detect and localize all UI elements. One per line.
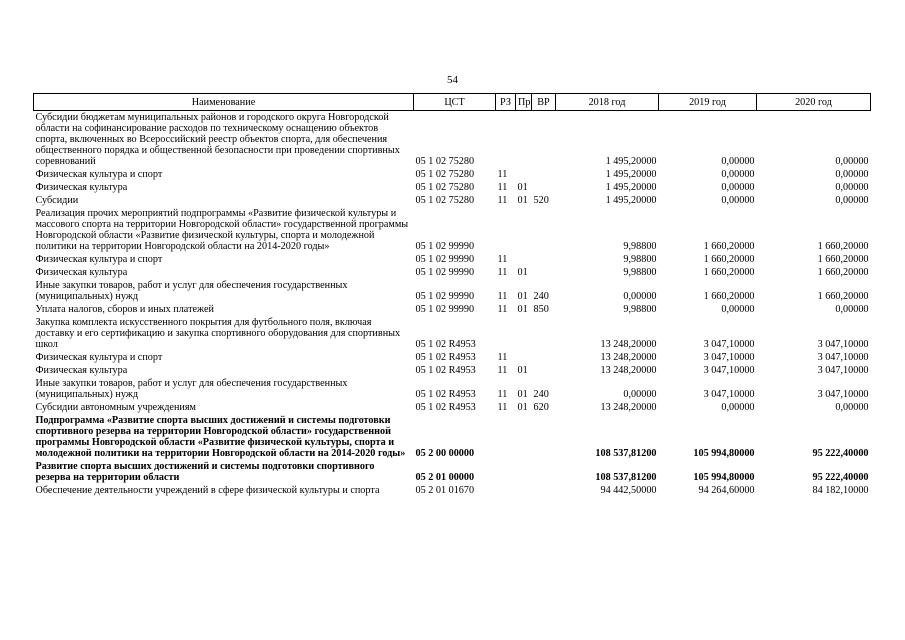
row-rz	[496, 207, 516, 253]
row-2020: 95 222,40000	[812, 448, 869, 459]
row-cst: 05 1 02 R4953	[415, 402, 476, 413]
row-pr: 01	[517, 291, 528, 302]
table-row	[34, 377, 871, 401]
row-2018: 13 248,20000	[600, 339, 657, 350]
header-vr: ВР	[532, 94, 556, 111]
row-rz	[496, 316, 516, 351]
row-2020: 0,00000	[835, 156, 869, 167]
row-name: Физическая культура	[35, 365, 128, 376]
row-2020: 0,00000	[835, 402, 869, 413]
table-row	[34, 460, 871, 484]
row-pr: 01	[517, 365, 528, 376]
row-cst: 05 1 02 99990	[415, 267, 475, 278]
row-vr: 620	[533, 402, 549, 413]
row-vr	[532, 316, 556, 351]
row-pr: 01	[517, 267, 528, 278]
row-2019: 1 660,20000	[703, 254, 755, 265]
table-header-row	[34, 94, 871, 111]
row-2020: 3 047,10000	[817, 339, 869, 350]
table-row	[34, 351, 871, 364]
row-2020: 3 047,10000	[817, 389, 869, 400]
row-pr	[516, 253, 532, 266]
row-cst: 05 1 02 75280	[415, 195, 475, 206]
row-pr	[516, 168, 532, 181]
table-row	[34, 364, 871, 377]
row-2020: 3 047,10000	[817, 365, 869, 376]
row-name: Иные закупки товаров, работ и услуг для обеспечения государственных (муниципальных) нужд	[35, 280, 348, 302]
row-2019: 3 047,10000	[703, 339, 755, 350]
row-cst: 05 1 02 R4953	[415, 352, 476, 363]
row-vr	[532, 181, 556, 194]
row-2020: 0,00000	[835, 169, 869, 180]
row-cst: 05 1 02 99990	[415, 241, 475, 252]
row-pr	[516, 316, 532, 351]
table-row	[34, 414, 871, 460]
header-2018: 2018 год	[556, 94, 659, 111]
row-2019: 105 994,80000	[693, 448, 755, 459]
row-name: Обеспечение деятельности учреждений в сфере физической культуры и спорта	[35, 485, 380, 496]
row-cst: 05 1 02 75280	[415, 156, 475, 167]
row-2018: 1 495,20000	[605, 156, 657, 167]
row-rz: 11	[497, 352, 508, 363]
row-vr: 240	[533, 389, 549, 400]
header-2020: 2020 год	[757, 94, 871, 111]
row-2019: 94 264,60000	[698, 485, 755, 496]
row-name: Физическая культура и спорт	[35, 352, 163, 363]
table-row	[34, 484, 871, 497]
header-2019: 2019 год	[659, 94, 757, 111]
row-cst: 05 1 02 R4953	[415, 339, 476, 350]
header-pr: Пр	[516, 94, 532, 111]
row-rz: 11	[497, 291, 508, 302]
row-cst: 05 2 01 00000	[415, 472, 475, 483]
table-body	[34, 111, 871, 498]
row-2019: 0,00000	[721, 195, 755, 206]
row-rz: 11	[497, 182, 508, 193]
row-vr	[532, 207, 556, 253]
row-2020: 1 660,20000	[817, 291, 869, 302]
row-name: Субсидии	[35, 195, 79, 206]
row-cst: 05 1 02 99990	[415, 291, 475, 302]
row-name: Реализация прочих мероприятий подпрограммы «Развитие физической культуры и массового спорта на территории Новгородской области» государственной программы Новгородской области «Развитие физической культуры, спорта и молодежной политики на территории Новгородской области на 2014-2020 годы»	[35, 208, 409, 252]
table-row	[34, 207, 871, 253]
row-2019: 0,00000	[721, 304, 755, 315]
table-row	[34, 181, 871, 194]
row-2018: 13 248,20000	[600, 402, 657, 413]
row-pr	[516, 460, 532, 484]
row-2020: 0,00000	[835, 304, 869, 315]
row-name: Подпрограмма «Развитие спорта высших достижений и системы подготовки спортивного резерва на территории Новгородской области» государственной программы Новгородской области «Развитие физической культуры, спорта и молодежной политики на территории Новгородской области на 2014-2020 годы»	[35, 415, 406, 459]
budget-table	[33, 93, 871, 497]
header-rz: РЗ	[496, 94, 516, 111]
row-2018: 13 248,20000	[600, 365, 657, 376]
row-2018: 0,00000	[623, 389, 657, 400]
row-2020: 84 182,10000	[812, 485, 869, 496]
row-rz	[496, 111, 516, 169]
row-2019: 3 047,10000	[703, 389, 755, 400]
row-2019: 1 660,20000	[703, 291, 755, 302]
row-rz: 11	[497, 267, 508, 278]
table-row	[34, 194, 871, 207]
row-rz: 11	[497, 402, 508, 413]
row-2018: 108 537,81200	[595, 472, 657, 483]
row-2019: 1 660,20000	[703, 241, 755, 252]
table-row	[34, 111, 871, 169]
row-name: Физическая культура	[35, 267, 128, 278]
table-row	[34, 168, 871, 181]
row-vr	[532, 414, 556, 460]
row-cst: 05 1 02 75280	[415, 182, 475, 193]
row-vr	[532, 111, 556, 169]
row-name: Развитие спорта высших достижений и системы подготовки спортивного резерва на территории области	[35, 461, 375, 483]
row-vr	[532, 253, 556, 266]
row-2019: 0,00000	[721, 169, 755, 180]
row-cst: 05 1 02 R4953	[415, 365, 476, 376]
row-name: Физическая культура и спорт	[35, 169, 163, 180]
row-name: Закупка комплекта искусственного покрытия для футбольного поля, включая доставку и его сертификацию и закупка спортивного оборудования для спортивных школ	[35, 317, 401, 350]
row-rz: 11	[497, 169, 508, 180]
row-2019: 0,00000	[721, 182, 755, 193]
row-2020: 3 047,10000	[817, 352, 869, 363]
row-name: Субсидии бюджетам муниципальных районов и городского округа Новгородской области на софинансирование расходов по техническому оснащению объектов спорта, включенных во Всероссийский реестр объектов спорта, для обеспечения общественного порядка и общественной безопасности при проведении спортивных соревнований	[35, 112, 400, 167]
table-row	[34, 401, 871, 414]
row-2018: 9,98800	[623, 267, 657, 278]
row-2019: 3 047,10000	[703, 365, 755, 376]
row-name: Иные закупки товаров, работ и услуг для обеспечения государственных (муниципальных) нужд	[35, 378, 348, 400]
row-2018: 9,98800	[623, 254, 657, 265]
row-cst: 05 1 02 99990	[415, 304, 475, 315]
row-vr: 520	[533, 195, 549, 206]
row-cst: 05 1 02 75280	[415, 169, 475, 180]
row-pr	[516, 351, 532, 364]
row-pr: 01	[517, 389, 528, 400]
table-row	[34, 253, 871, 266]
row-rz: 11	[497, 365, 508, 376]
row-vr: 240	[533, 291, 549, 302]
row-2019: 1 660,20000	[703, 267, 755, 278]
row-vr: 850	[533, 304, 549, 315]
row-2019: 0,00000	[721, 156, 755, 167]
row-cst: 05 1 02 99990	[415, 254, 475, 265]
row-2019: 0,00000	[721, 402, 755, 413]
table-row	[34, 303, 871, 316]
row-2018: 9,98800	[623, 241, 657, 252]
row-vr	[532, 484, 556, 497]
row-rz	[496, 414, 516, 460]
table-row	[34, 279, 871, 303]
row-pr	[516, 484, 532, 497]
row-2018: 108 537,81200	[595, 448, 657, 459]
row-2018: 1 495,20000	[605, 182, 657, 193]
row-2020: 1 660,20000	[817, 267, 869, 278]
table-row	[34, 316, 871, 351]
row-rz	[496, 484, 516, 497]
row-cst: 05 2 01 01670	[415, 485, 475, 496]
row-pr: 01	[517, 402, 528, 413]
row-2018: 94 442,50000	[600, 485, 657, 496]
row-cst: 05 2 00 00000	[415, 448, 475, 459]
row-name: Субсидии автономным учреждениям	[35, 402, 196, 413]
row-pr: 01	[517, 195, 528, 206]
row-2020: 1 660,20000	[817, 254, 869, 265]
row-pr	[516, 207, 532, 253]
row-pr: 01	[517, 182, 528, 193]
row-pr	[516, 111, 532, 169]
table-row	[34, 266, 871, 279]
row-rz: 11	[497, 254, 508, 265]
header-cst: ЦСТ	[414, 94, 496, 111]
page-number: 54	[447, 74, 458, 86]
row-vr	[532, 266, 556, 279]
row-2019: 105 994,80000	[693, 472, 755, 483]
row-vr	[532, 351, 556, 364]
row-rz: 11	[497, 304, 508, 315]
row-vr	[532, 168, 556, 181]
row-2018: 13 248,20000	[600, 352, 657, 363]
row-2018: 1 495,20000	[605, 169, 657, 180]
row-rz: 11	[497, 195, 508, 206]
row-2018: 9,98800	[623, 304, 657, 315]
row-name: Физическая культура	[35, 182, 128, 193]
row-vr	[532, 364, 556, 377]
row-2019: 3 047,10000	[703, 352, 755, 363]
row-pr: 01	[517, 304, 528, 315]
row-name: Физическая культура и спорт	[35, 254, 163, 265]
row-pr	[516, 414, 532, 460]
row-2020: 0,00000	[835, 195, 869, 206]
row-2020: 95 222,40000	[812, 472, 869, 483]
row-rz: 11	[497, 389, 508, 400]
row-2018: 1 495,20000	[605, 195, 657, 206]
row-2018: 0,00000	[623, 291, 657, 302]
row-cst: 05 1 02 R4953	[415, 389, 476, 400]
row-2020: 1 660,20000	[817, 241, 869, 252]
row-name: Уплата налогов, сборов и иных платежей	[35, 304, 214, 315]
header-name: Наименование	[34, 94, 414, 111]
row-vr	[532, 460, 556, 484]
row-rz	[496, 460, 516, 484]
row-2020: 0,00000	[835, 182, 869, 193]
